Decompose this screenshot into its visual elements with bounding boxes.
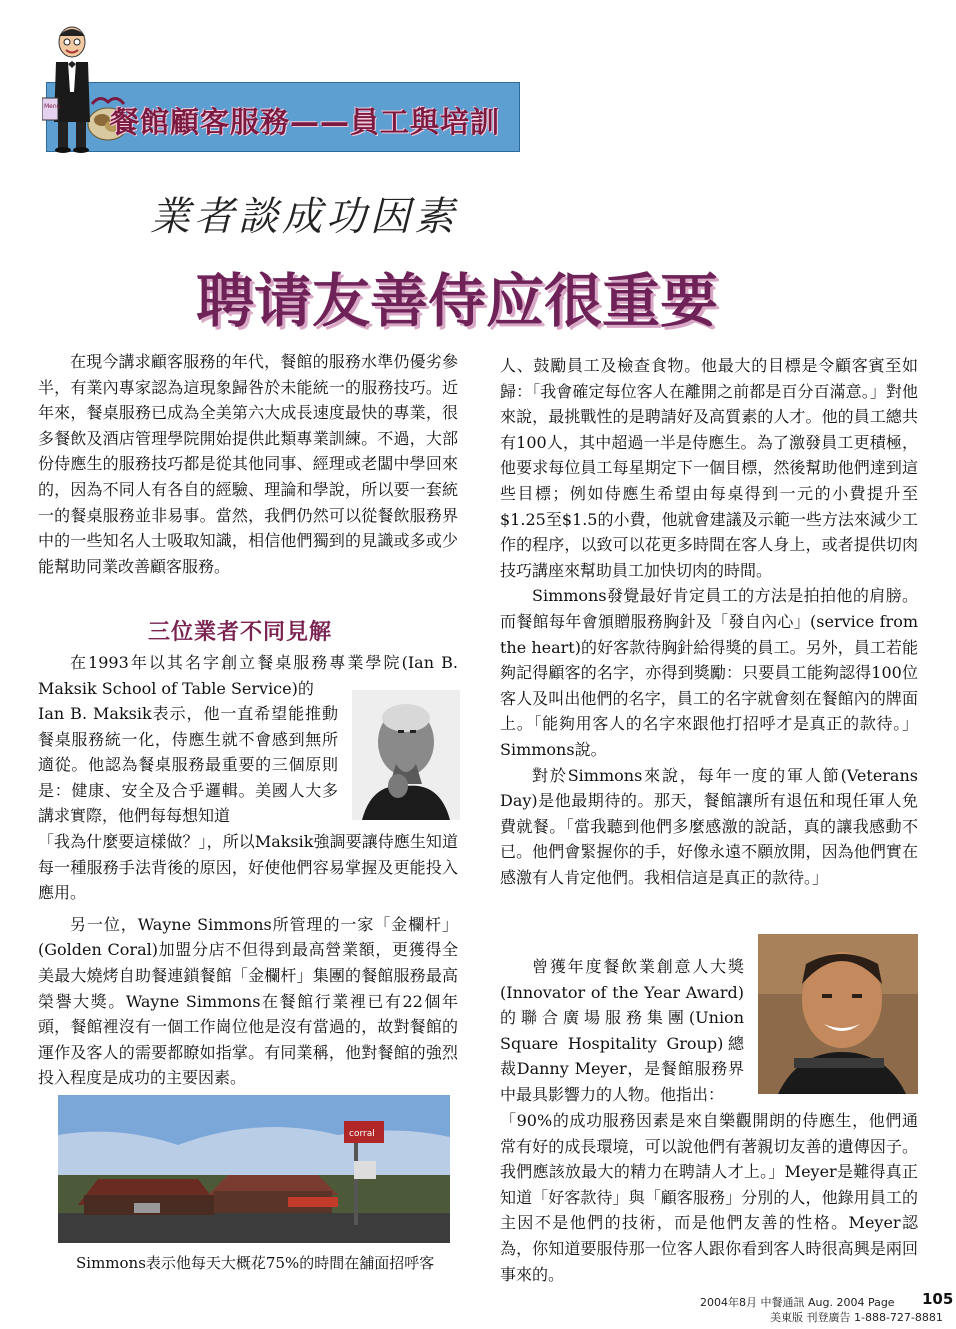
simmons-paragraph: 另一位，Wayne Simmons所管理的一家「金欄杆」(Golden Coral)加盟分店不但得到最高營業額，更獲得全美最大燒烤自助餐連鎖餐館「金欄杆」集團的餐館服務最高榮譽大獎。Wayne Simmons在餐館行業裡已有22個年頭，餐館裡沒有一個工作崗位他是沒有當過的，故對餐館的運作及客人的需要都瞭如指掌。有同業稱，他對餐館的強烈投入程度是成功的主要因素。 [38, 914, 458, 1088]
waiter-mascot-icon [42, 22, 102, 154]
maksik-paragraph-1: 在1993年以其名字創立餐桌服務專業學院(Ian B. Maksik School of Table Service)的 [38, 653, 458, 698]
meyer-photo [758, 934, 918, 1094]
maksik-paragraph-2: Ian B. Maksik表示，他一直希望能推動餐桌服務統一化，侍應生就不會感到無所適從。他認為餐桌服務最重要的三個原則是：健康、安全及合乎邏輯。美國人大多講求實際，他們每每想知道 [38, 704, 338, 826]
article-headline: 聘请友善侍应很重要 [196, 267, 719, 335]
restaurant-photo [58, 1095, 450, 1243]
restaurant-sign-text: corral [349, 1129, 375, 1139]
maksik-photo [352, 690, 460, 820]
intro-paragraph: 在現今講求顧客服務的年代，餐館的服務水準仍優劣參半，有業內專家認為這現象歸咎於未能統一的服務技巧。近年來，餐桌服務已成為全美第六大成長速度最快的專業，很多餐飲及酒店管理學院開始提供此類專業訓練。不過，大部份侍應生的服務技巧都是從其他同事、經理或老闆中學回來的，因為不同人有各自的經驗、理論和學說，所以要一套統一的餐桌服務並非易事。當然，我們仍然可以從餐飲服務界中的一些知名人士吸取知識，相信他們獨到的見識或多或少能幫助同業改善顧客服務。 [38, 352, 458, 576]
menu-label: Menu [44, 103, 61, 110]
section-heading: 三位業者不同見解 [148, 620, 333, 645]
maksik-paragraph-3: 「我為什麼要這樣做？」，所以Maksik強調要讓侍應生知道每一種服務手法背後的原因，好使他們容易掌握及更能投入應用。 [38, 832, 458, 903]
right-paragraph-1: 人、鼓勵員工及檢查食物。他最大的目標是令顧客賓至如歸：「我會確定每位客人在離開之前都是百分百滿意。」對他來說，最挑戰性的是聘請好及高質素的人才。他的員工總共有100人，其中超過一半是侍應生。為了激發員工更積極，他要求每位員工每星期定下一個目標，然後幫助他們達到這些目標；例如侍應生希望由每桌得到一元的小費提升至$1.25至$1.5的小費，他就會建議及示範一些方法來減少工作的程序，以致可以花更多時間在客人身上，或者提供切肉技巧講座來幫助員工加快切肉的時間。 [500, 356, 918, 580]
photo-caption: Simmons表示他每天大概花75%的時間在舖面招呼客 [76, 1254, 435, 1272]
banner-title: 餐館顧客服務——員工與培訓 [110, 105, 501, 139]
footer-issue-line: 2004年8月 中餐通訊 Aug. 2004 Page [700, 1296, 895, 1309]
left-column [38, 349, 458, 579]
article-subheadline: 業者談成功因素 [150, 194, 458, 240]
meyer-wrap-block [500, 954, 744, 1108]
footer-contact-line: 美東版 刊登廣告 1-888-727-8881 [770, 1311, 943, 1324]
right-paragraph-3: 對於Simmons來說，每年一度的軍人節(Veterans Day)是他最期待的。那天，餐館讓所有退伍和現任軍人免費就餐。「當我聽到他們多麼感激的說話，真的讓我感動不已。他們會緊握你的手，好像永遠不願放開，因為他們實在感激有人肯定他們。我相信這是真正的款待。」 [500, 765, 918, 887]
right-paragraph-4: 曾獲年度餐飲業創意人大獎(Innovator of the Year Award)的聯合廣場服務集團(Union Square Hospitality Group)總裁Danny Meyer，是餐館服務界中最具影響力的人物。他指出： [500, 957, 744, 1104]
right-paragraph-2: Simmons發覺最好肯定員工的方法是拍拍他的肩膀。而餐館每年會頒贈服務胸針及「發自內心」(service from the heart)的好客款待胸針給得獎的員工。另外，員工若能夠記得顧客的名字，亦得到獎勵：只要員工能夠認得100位客人及叫出他們的名字，員工的名字就會刻在餐館內的牌面上。「能夠用客人的名字來跟他打招呼才是真正的款待。」Simmons說。 [500, 586, 918, 759]
maksik-wrap-block [38, 701, 338, 829]
maksik-continue-block [38, 829, 458, 1091]
right-paragraph-5: 「90%的成功服務因素是來自樂觀開朗的侍應生，他們通常有好的成長環境，可以說他們有著親切友善的遺傳因子。我們應該放最大的精力在聘請人才上。」Meyer是難得真正知道「好客款待」與「顧客服務」分別的人，他錄用員工的主因不是他們的技術，而是他們友善的性格。Meyer認為，你知道要服侍那一位客人跟你看到客人時很高興是兩回事來的。 [500, 1111, 918, 1284]
page-number: 105 [922, 1290, 954, 1308]
meyer-quote-block [500, 1108, 918, 1287]
right-column [500, 353, 918, 890]
